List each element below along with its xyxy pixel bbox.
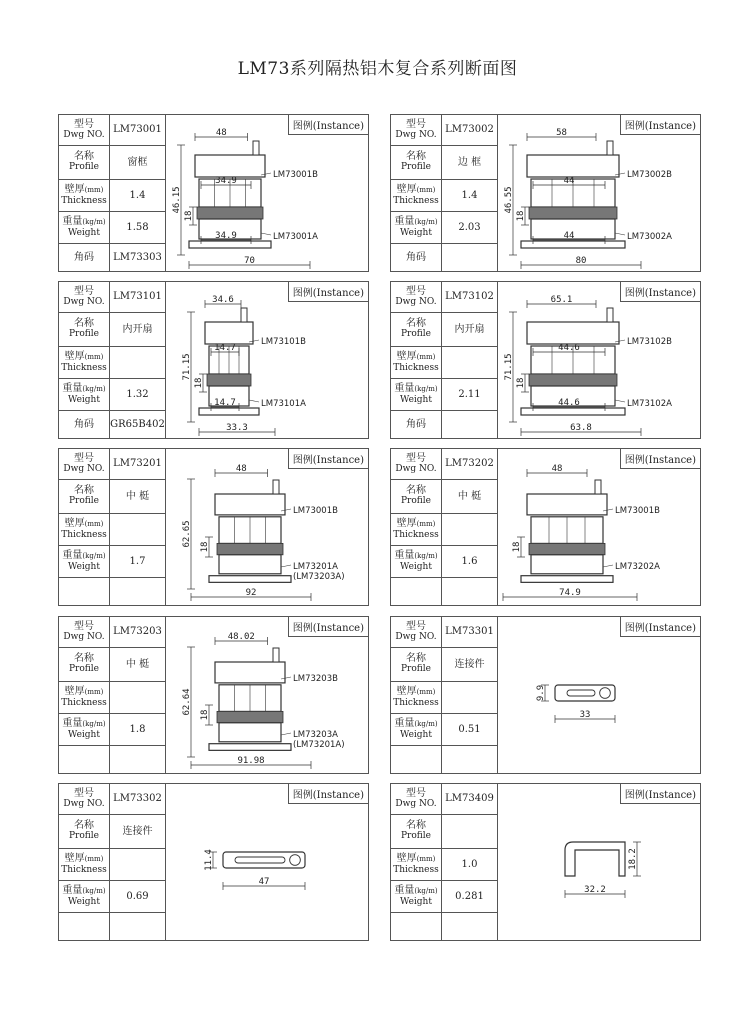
weight-value: 1.32	[110, 378, 166, 410]
profile-card	[58, 281, 369, 439]
part-label-b: LM73101B	[261, 337, 306, 347]
section-drawing-svg	[497, 617, 700, 773]
dim-height: 71.15	[182, 353, 192, 381]
dim-mid: 18	[194, 377, 204, 389]
dim-height: 71.15	[504, 353, 514, 381]
dim-inner-top: 44	[563, 176, 575, 186]
dim-height: 46.55	[504, 186, 514, 214]
profile-value: 内开扇	[442, 312, 498, 346]
dim-bottom: 92	[245, 588, 257, 598]
spec-table	[59, 115, 166, 271]
corner-value: LM73303	[110, 243, 166, 271]
dim-inner-top: 14.7	[214, 343, 236, 353]
part-label-a: LM73102A	[627, 399, 672, 409]
page-title: LM73系列隔热铝木复合系列断面图	[237, 59, 518, 79]
section-drawing	[497, 784, 700, 940]
part-label-b: LM73001B	[615, 506, 660, 516]
spec-table	[391, 115, 498, 271]
spec-table	[59, 282, 166, 438]
part-label-b: LM73203B	[293, 674, 338, 684]
profile-value: 中 梃	[110, 647, 166, 681]
section-drawing	[497, 617, 700, 773]
profile-label: 名称 Profile	[391, 647, 442, 681]
thickness-label: 壁厚(mm) Thickness	[59, 179, 110, 211]
dim-inner-top: 34.9	[215, 176, 237, 186]
profile-value: 边 框	[442, 145, 498, 179]
spec-table	[59, 784, 166, 940]
dim-top: 65.1	[550, 295, 573, 305]
legend-tag: 图例(Instance)	[620, 282, 700, 302]
profile-value: 内开扇	[110, 312, 166, 346]
weight-label: 重量(kg/m) Weight	[391, 378, 442, 410]
section-drawing-svg	[165, 115, 368, 271]
dim-width: 33	[579, 710, 591, 720]
thickness-label: 壁厚(mm) Thickness	[391, 681, 442, 713]
part-label-a: LM73201A	[293, 562, 338, 572]
dwg-label: 型号 Dwg NO.	[391, 617, 442, 647]
weight-label: 重量(kg/m) Weight	[391, 880, 442, 912]
dim-mid: 18	[516, 377, 526, 389]
profile-label: 名称 Profile	[59, 647, 110, 681]
corner-label: 角码	[391, 243, 442, 271]
spec-table	[391, 449, 498, 605]
thickness-value	[442, 346, 498, 378]
section-drawing-svg	[497, 449, 700, 605]
dim-top: 48	[551, 464, 563, 474]
dim-top: 34.6	[212, 295, 234, 305]
section-drawing	[165, 449, 368, 605]
dwg-label: 型号 Dwg NO.	[59, 115, 110, 145]
legend-tag: 图例(Instance)	[288, 784, 368, 804]
weight-value: 1.8	[110, 713, 166, 745]
dwg-label: 型号 Dwg NO.	[59, 282, 110, 312]
section-drawing-svg	[165, 784, 368, 940]
corner-value	[442, 577, 498, 605]
dim-bottom: 33.3	[226, 423, 248, 433]
profile-label: 名称 Profile	[59, 145, 110, 179]
spec-table	[391, 617, 498, 773]
section-drawing-svg	[165, 617, 368, 773]
profile-label: 名称 Profile	[59, 814, 110, 848]
thickness-value	[110, 848, 166, 880]
corner-label: 角码	[59, 410, 110, 438]
section-drawing	[497, 282, 700, 438]
part-label-b: LM73102B	[627, 337, 672, 347]
dwg-label: 型号 Dwg NO.	[59, 449, 110, 479]
thickness-value	[110, 346, 166, 378]
profile-label: 名称 Profile	[391, 814, 442, 848]
part-label-a: LM73001A	[273, 232, 318, 242]
thickness-value: 1.4	[442, 179, 498, 211]
profile-label: 名称 Profile	[391, 312, 442, 346]
spec-table	[59, 617, 166, 773]
thickness-label: 壁厚(mm) Thickness	[59, 681, 110, 713]
weight-value: 2.11	[442, 378, 498, 410]
dim-bottom: 74.9	[559, 588, 581, 598]
legend-tag: 图例(Instance)	[288, 115, 368, 135]
section-drawing	[165, 282, 368, 438]
dwg-label: 型号 Dwg NO.	[391, 449, 442, 479]
corner-value: GR65B402	[110, 410, 166, 438]
section-drawing	[497, 449, 700, 605]
legend-tag: 图例(Instance)	[620, 617, 700, 637]
dwg-value: LM73002	[442, 115, 498, 145]
dim-width: 32.2	[584, 885, 606, 895]
dwg-value: LM73001	[110, 115, 166, 145]
weight-value: 0.51	[442, 713, 498, 745]
weight-label: 重量(kg/m) Weight	[59, 378, 110, 410]
thickness-value	[442, 681, 498, 713]
legend-tag: 图例(Instance)	[288, 282, 368, 302]
part-label-a: LM73202A	[615, 562, 660, 572]
dim-inner-bottom: 44.6	[558, 398, 580, 408]
thickness-label: 壁厚(mm) Thickness	[59, 346, 110, 378]
weight-label: 重量(kg/m) Weight	[59, 545, 110, 577]
weight-value: 0.69	[110, 880, 166, 912]
thickness-label: 壁厚(mm) Thickness	[391, 346, 442, 378]
thickness-label: 壁厚(mm) Thickness	[59, 513, 110, 545]
dim-inner-bottom: 34.9	[215, 231, 237, 241]
legend-tag: 图例(Instance)	[288, 617, 368, 637]
dwg-value: LM73409	[442, 784, 498, 814]
profile-card	[390, 448, 701, 606]
profile-card	[390, 616, 701, 774]
spec-table	[59, 449, 166, 605]
dim-inner-bottom: 44	[563, 231, 575, 241]
legend-tag: 图例(Instance)	[620, 784, 700, 804]
weight-value: 1.7	[110, 545, 166, 577]
part-label-b: LM73001B	[273, 170, 318, 180]
corner-label: 角码	[59, 243, 110, 271]
corner-label	[391, 912, 442, 940]
profile-value: 中 梃	[110, 479, 166, 513]
dim-mid: 18	[200, 709, 210, 721]
thickness-label: 壁厚(mm) Thickness	[59, 848, 110, 880]
thickness-label: 壁厚(mm) Thickness	[391, 848, 442, 880]
corner-value	[110, 912, 166, 940]
part-label-a: LM73002A	[627, 232, 672, 242]
part-label-b: LM73001B	[293, 506, 338, 516]
dwg-label: 型号 Dwg NO.	[59, 784, 110, 814]
dwg-value: LM73201	[110, 449, 166, 479]
corner-label	[59, 745, 110, 773]
part-label-b: LM73002B	[627, 170, 672, 180]
section-drawing	[165, 115, 368, 271]
corner-label	[391, 577, 442, 605]
section-drawing	[497, 115, 700, 271]
legend-tag: 图例(Instance)	[620, 115, 700, 135]
legend-tag: 图例(Instance)	[288, 449, 368, 469]
dwg-label: 型号 Dwg NO.	[391, 784, 442, 814]
thickness-value	[110, 513, 166, 545]
section-drawing-svg	[165, 449, 368, 605]
corner-value	[110, 577, 166, 605]
profile-label: 名称 Profile	[391, 479, 442, 513]
spec-table	[391, 784, 498, 940]
thickness-label: 壁厚(mm) Thickness	[391, 513, 442, 545]
profile-card	[390, 281, 701, 439]
part-label-alt: (LM73201A)	[293, 740, 345, 750]
dim-height: 62.65	[182, 520, 192, 548]
section-drawing-svg	[165, 282, 368, 438]
dwg-value: LM73301	[442, 617, 498, 647]
corner-label: 角码	[391, 410, 442, 438]
dim-top: 48.02	[227, 632, 255, 642]
profile-card	[390, 114, 701, 272]
dim-inner-bottom: 14.7	[214, 398, 236, 408]
dim-height: 11.4	[204, 849, 214, 871]
part-label-alt: (LM73203A)	[293, 572, 345, 582]
corner-value	[110, 745, 166, 773]
corner-value	[442, 243, 498, 271]
profile-card	[58, 114, 369, 272]
corner-label	[59, 912, 110, 940]
legend-tag: 图例(Instance)	[620, 449, 700, 469]
profile-label: 名称 Profile	[391, 145, 442, 179]
thickness-value	[442, 513, 498, 545]
dim-bottom: 91.98	[237, 756, 265, 766]
dim-bottom: 80	[575, 256, 587, 266]
weight-value: 0.281	[442, 880, 498, 912]
part-label-a: LM73203A	[293, 730, 338, 740]
dim-mid: 18	[516, 210, 526, 222]
profile-value: 连接件	[442, 647, 498, 681]
dim-bottom: 70	[244, 256, 255, 266]
dim-top: 48	[215, 128, 227, 138]
dim-top: 58	[556, 128, 567, 138]
dim-inner-top: 44.6	[558, 343, 580, 353]
weight-label: 重量(kg/m) Weight	[59, 713, 110, 745]
dim-height: 9.9	[536, 684, 546, 702]
dwg-label: 型号 Dwg NO.	[391, 282, 442, 312]
weight-label: 重量(kg/m) Weight	[391, 211, 442, 243]
dwg-value: LM73203	[110, 617, 166, 647]
dim-mid: 18	[512, 541, 522, 553]
section-drawing	[165, 617, 368, 773]
weight-label: 重量(kg/m) Weight	[59, 880, 110, 912]
spec-table	[391, 282, 498, 438]
dwg-value: LM73101	[110, 282, 166, 312]
section-drawing-svg	[497, 282, 700, 438]
corner-value	[442, 745, 498, 773]
dwg-value: LM73102	[442, 282, 498, 312]
dim-bottom: 63.8	[570, 423, 592, 433]
dim-height: 18.2	[628, 848, 638, 870]
dwg-label: 型号 Dwg NO.	[59, 617, 110, 647]
thickness-value: 1.0	[442, 848, 498, 880]
weight-label: 重量(kg/m) Weight	[59, 211, 110, 243]
weight-value: 2.03	[442, 211, 498, 243]
corner-label	[391, 745, 442, 773]
thickness-value	[110, 681, 166, 713]
section-drawing-svg	[497, 115, 700, 271]
profile-value: 中 梃	[442, 479, 498, 513]
profile-card	[390, 783, 701, 941]
weight-value: 1.6	[442, 545, 498, 577]
profile-label: 名称 Profile	[59, 312, 110, 346]
weight-value: 1.58	[110, 211, 166, 243]
weight-label: 重量(kg/m) Weight	[391, 545, 442, 577]
dim-top: 48	[235, 464, 247, 474]
profile-value: 连接件	[110, 814, 166, 848]
profile-card	[58, 448, 369, 606]
profile-card	[58, 616, 369, 774]
dwg-value: LM73302	[110, 784, 166, 814]
weight-label: 重量(kg/m) Weight	[391, 713, 442, 745]
dim-width: 47	[258, 877, 270, 887]
profile-label: 名称 Profile	[59, 479, 110, 513]
corner-label	[59, 577, 110, 605]
dim-mid: 18	[200, 541, 210, 553]
profile-value: 窗框	[110, 145, 166, 179]
section-drawing	[165, 784, 368, 940]
dwg-label: 型号 Dwg NO.	[391, 115, 442, 145]
section-drawing-svg	[497, 784, 700, 940]
corner-value	[442, 912, 498, 940]
profile-value	[442, 814, 498, 848]
dim-height: 46.15	[172, 186, 182, 214]
dim-height: 62.64	[182, 688, 192, 716]
corner-value	[442, 410, 498, 438]
thickness-value: 1.4	[110, 179, 166, 211]
part-label-a: LM73101A	[261, 399, 306, 409]
thickness-label: 壁厚(mm) Thickness	[391, 179, 442, 211]
profile-card	[58, 783, 369, 941]
dim-mid: 18	[184, 210, 194, 222]
dwg-value: LM73202	[442, 449, 498, 479]
